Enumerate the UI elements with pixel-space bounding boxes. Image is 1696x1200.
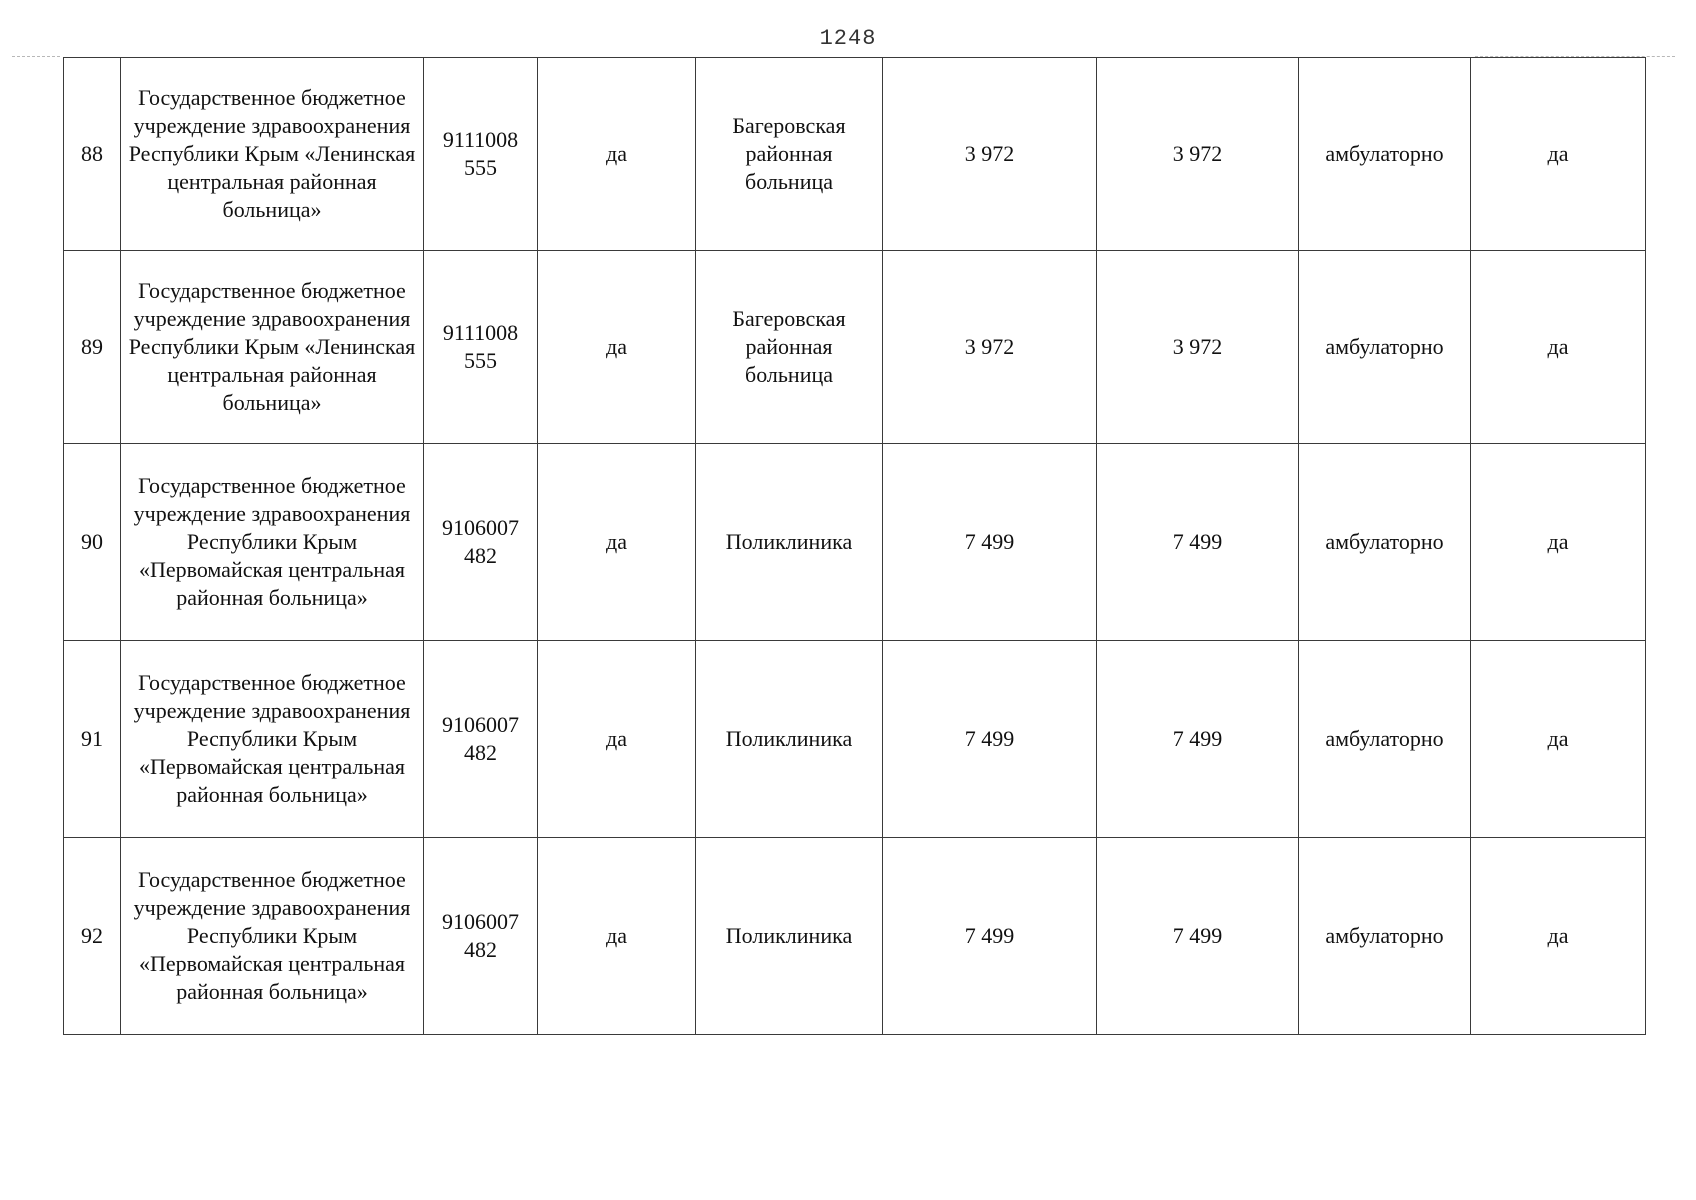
inn-cell: 9111008 555 — [424, 58, 538, 251]
flag-cell: да — [538, 838, 696, 1035]
row-number-cell: 90 — [64, 444, 121, 641]
organization-cell: Государственное бюджетное учреждение здравоохранения Республики Крым «Ленинская центральная районная больница» — [121, 58, 424, 251]
row-number-cell: 89 — [64, 251, 121, 444]
flag-cell: да — [1471, 641, 1646, 838]
value-cell: 7 499 — [1097, 838, 1299, 1035]
facility-cell: Поликлиника — [696, 641, 883, 838]
inn-cell: 9106007 482 — [424, 641, 538, 838]
scan-artifact-line — [12, 56, 60, 57]
care-type-cell: амбулаторно — [1299, 251, 1471, 444]
table-row — [64, 58, 1646, 251]
value-cell: 7 499 — [883, 444, 1097, 641]
flag-cell: да — [1471, 58, 1646, 251]
care-type-cell: амбулаторно — [1299, 58, 1471, 251]
page-number: 1248 — [819, 26, 877, 51]
value-cell: 7 499 — [1097, 444, 1299, 641]
inn-cell: 9111008 555 — [424, 251, 538, 444]
flag-cell: да — [538, 641, 696, 838]
value-cell: 3 972 — [1097, 251, 1299, 444]
value-cell: 7 499 — [883, 641, 1097, 838]
organization-cell: Государственное бюджетное учреждение здравоохранения Республики Крым «Первомайская центральная районная больница» — [121, 838, 424, 1035]
care-type-cell: амбулаторно — [1299, 838, 1471, 1035]
flag-cell: да — [538, 251, 696, 444]
care-type-cell: амбулаторно — [1299, 444, 1471, 641]
facility-cell: Поликлиника — [696, 838, 883, 1035]
flag-cell: да — [1471, 444, 1646, 641]
row-number-cell: 92 — [64, 838, 121, 1035]
flag-cell: да — [538, 444, 696, 641]
row-number-cell: 88 — [64, 58, 121, 251]
value-cell: 7 499 — [1097, 641, 1299, 838]
table-row — [64, 641, 1646, 838]
flag-cell: да — [538, 58, 696, 251]
value-cell: 7 499 — [883, 838, 1097, 1035]
flag-cell: да — [1471, 838, 1646, 1035]
inn-cell: 9106007 482 — [424, 838, 538, 1035]
table-row — [64, 838, 1646, 1035]
inn-cell: 9106007 482 — [424, 444, 538, 641]
facility-cell: Багеровская районная больница — [696, 251, 883, 444]
organization-cell: Государственное бюджетное учреждение здравоохранения Республики Крым «Первомайская центральная районная больница» — [121, 641, 424, 838]
flag-cell: да — [1471, 251, 1646, 444]
value-cell: 3 972 — [1097, 58, 1299, 251]
value-cell: 3 972 — [883, 251, 1097, 444]
facility-cell: Поликлиника — [696, 444, 883, 641]
care-type-cell: амбулаторно — [1299, 641, 1471, 838]
organization-cell: Государственное бюджетное учреждение здравоохранения Республики Крым «Первомайская центральная районная больница» — [121, 444, 424, 641]
row-number-cell: 91 — [64, 641, 121, 838]
organization-cell: Государственное бюджетное учреждение здравоохранения Республики Крым «Ленинская центральная районная больница» — [121, 251, 424, 444]
table-row — [64, 251, 1646, 444]
table-row — [64, 444, 1646, 641]
value-cell: 3 972 — [883, 58, 1097, 251]
facility-cell: Багеровская районная больница — [696, 58, 883, 251]
data-table — [63, 57, 1646, 1035]
